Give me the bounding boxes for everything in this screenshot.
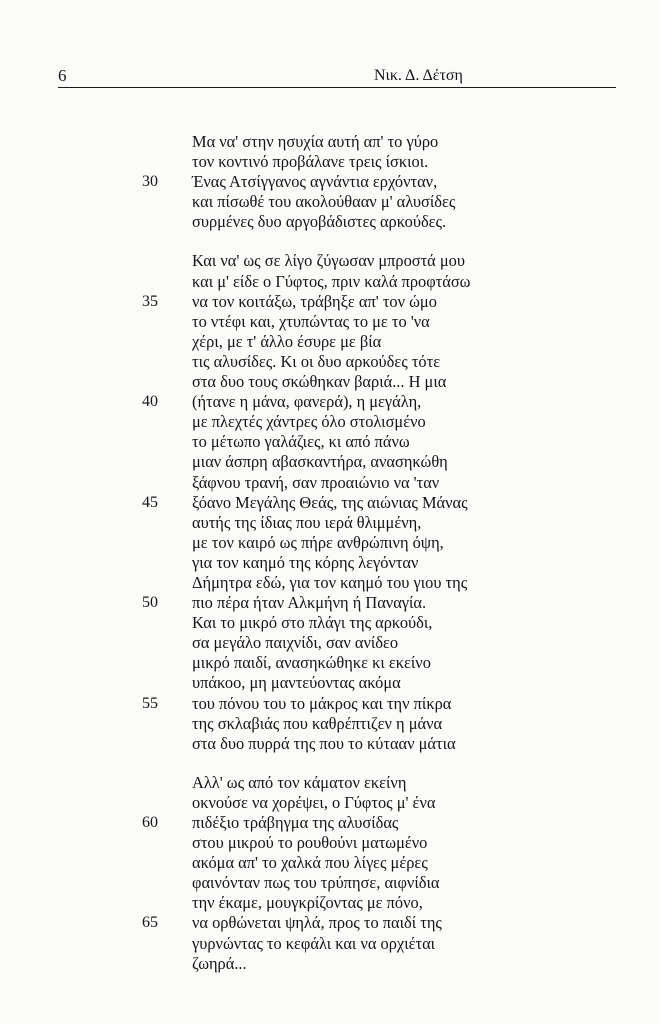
poem-line-text: να τον κοιτάξω, τράβηξε απ' τον ώμο (192, 291, 437, 311)
poem-line (192, 934, 522, 954)
poem-line-text: οκνούσε να χορέψει, ο Γύφτος μ' ένα (192, 792, 436, 812)
poem-line-text: ζωηρά... (192, 953, 247, 973)
page-number: 6 (58, 66, 67, 85)
poem-line-text: συρμένες δυο αργοβάδιστες αρκούδες. (192, 212, 447, 232)
poem-line (192, 132, 522, 152)
poem-line-text: χέρι, με τ' άλλο έσυρε με βία (192, 331, 382, 351)
poem-line-text: με πλεχτές χάντρες όλο στολισμένο (192, 412, 426, 432)
poem-line-text: τις αλυσίδες. Κι οι δυο αρκούδες τότε (192, 351, 441, 371)
poem-line (142, 913, 522, 933)
poem-line (192, 312, 522, 332)
line-number: 65 (142, 914, 158, 932)
stanza-break (192, 754, 522, 773)
poem-line-text: Μα να' στην ησυχία αυτή απ' το γύρο (192, 132, 439, 151)
poem-line-text: πιδέξιο τράβηγμα της αλυσίδας (192, 813, 399, 832)
poem-line (192, 773, 522, 793)
poem-line (192, 432, 522, 452)
poem-text (142, 132, 522, 974)
line-number: 30 (142, 173, 158, 191)
poem-line (192, 372, 522, 392)
poem-line-text: το μέτωπο γαλάζιες, κι από πάνω (192, 432, 410, 452)
poem-line (192, 251, 522, 271)
poem-line (142, 693, 522, 714)
poem-line-text: τον κοντινό προβάλανε τρεις ίσκιοι. (192, 152, 429, 172)
poem-line (192, 573, 522, 593)
poem-line-text: υπάκοο, μη μαντεύοντας ακόμα (192, 673, 401, 693)
poem-line (192, 192, 522, 212)
poem-line (142, 291, 522, 312)
poem-line (192, 553, 522, 573)
poem-line (192, 412, 522, 432)
poem-line (192, 452, 522, 472)
poem-line-text: πιο πέρα ήταν Αλκμήνη ή Παναγία. (192, 593, 427, 613)
poem-line-text: μιαν άσπρη αβασκαντήρα, ανασηκώθη (192, 452, 448, 472)
line-number: 45 (142, 493, 158, 511)
line-number: 50 (142, 594, 158, 612)
poem-line (142, 392, 522, 412)
poem-line-text: Αλλ' ως από τον κάματον εκείνη (192, 772, 407, 792)
poem-line (192, 332, 522, 352)
poem-line-text: Και το μικρό στο πλάγι της αρκούδι, (192, 613, 433, 633)
poem-line-text: ακόμα απ' το χαλκά που λίγες μέρες (192, 853, 428, 873)
poem-line (192, 272, 522, 292)
line-number: 55 (142, 694, 158, 712)
running-head: Νικ. Δ. Δέτση (374, 67, 463, 84)
poem-line (192, 613, 522, 633)
poem-line (192, 673, 522, 693)
stanza-break (192, 232, 522, 251)
poem-line (192, 152, 522, 172)
poem-line-text: ξάφνου τρανή, σαν προαιώνιο να 'ταν (192, 472, 440, 492)
poem-line-text: το ντέφι και, χτυπώντας το με το 'να (192, 311, 430, 331)
page-header (58, 66, 616, 88)
poem-line-text: στα δυο πυρρά της που το κύτααν μάτια (192, 733, 456, 753)
poem-line-text: μικρό παιδί, ανασηκώθηκε κι εκείνο (192, 653, 431, 673)
poem-line-text: φαινόνταν πως του τρύπησε, αιφνίδια (192, 873, 440, 893)
poem-line-text: Δήμητρα εδώ, για τον καημό του γιου της (192, 572, 468, 592)
poem-line (192, 793, 522, 813)
poem-line (192, 833, 522, 853)
poem-line (192, 853, 522, 873)
poem-line-text: και πίσωθέ του ακολούθααν μ' αλυσίδες (192, 192, 456, 212)
poem-line (192, 533, 522, 553)
line-number: 60 (142, 814, 158, 831)
line-number: 35 (142, 292, 158, 310)
poem-line-text: την έκαμε, μουγκρίζοντας με πόνο, (192, 893, 423, 913)
poem-line (192, 734, 522, 754)
poem-line (192, 873, 522, 893)
poem-line (142, 492, 522, 513)
poem-line-text: για τον καημό της κόρης λεγόνταν (192, 552, 419, 572)
poem-line-text: Και να' ως σε λίγο ζύγωσαν μπροστά μου (192, 251, 465, 271)
header-rule (58, 87, 616, 88)
poem-line (192, 714, 522, 734)
poem-line (192, 633, 522, 653)
poem-line-text: του πόνου του το μάκρος και την πίκρα (192, 693, 452, 713)
poem-line-text: στα δυο τους σκώθηκαν βαριά... Η μια (192, 372, 447, 392)
line-number: 40 (142, 393, 158, 411)
poem-line-text: σα μεγάλο παιχνίδι, σαν ανίδεο (192, 633, 399, 653)
poem-line-text: με τον καιρό ως πήρε ανθρώπινη όψη, (192, 532, 444, 552)
poem-line (192, 513, 522, 533)
poem-line (142, 172, 522, 192)
poem-line-text: και μ' είδε ο Γύφτος, πριν καλά προφτάσω (192, 271, 471, 291)
poem-line-text: (ήτανε η μάνα, φανερά), η μεγάλη, (192, 392, 422, 412)
poem-line (192, 352, 522, 372)
poem-line-text: αυτής της ίδιας που ιερά θλιμμένη, (192, 512, 422, 532)
poem-line (192, 653, 522, 673)
poem-line-text: στου μικρού το ρουθούνι ματωμένο (192, 833, 428, 853)
poem-line-text: της σκλαβιάς που καθρέπτιζεν η μάνα (192, 713, 443, 733)
poem-line-text: γυρνώντας το κεφάλι και να ορχιέται (192, 933, 436, 953)
poem-line (142, 593, 522, 613)
poem-line (192, 473, 522, 493)
poem-line-text: Ένας Ατσίγγανος αγνάντια ερχόνταν, (192, 172, 438, 192)
poem-line (192, 212, 522, 232)
poem-line (192, 893, 522, 913)
poem-line (142, 813, 522, 833)
poem-line-text: να ορθώνεται ψηλά, προς το παιδί της (192, 913, 442, 933)
poem-line (192, 954, 522, 974)
poem-line-text: ξόανο Μεγάλης Θεάς, της αιώνιας Μάνας (192, 492, 468, 512)
